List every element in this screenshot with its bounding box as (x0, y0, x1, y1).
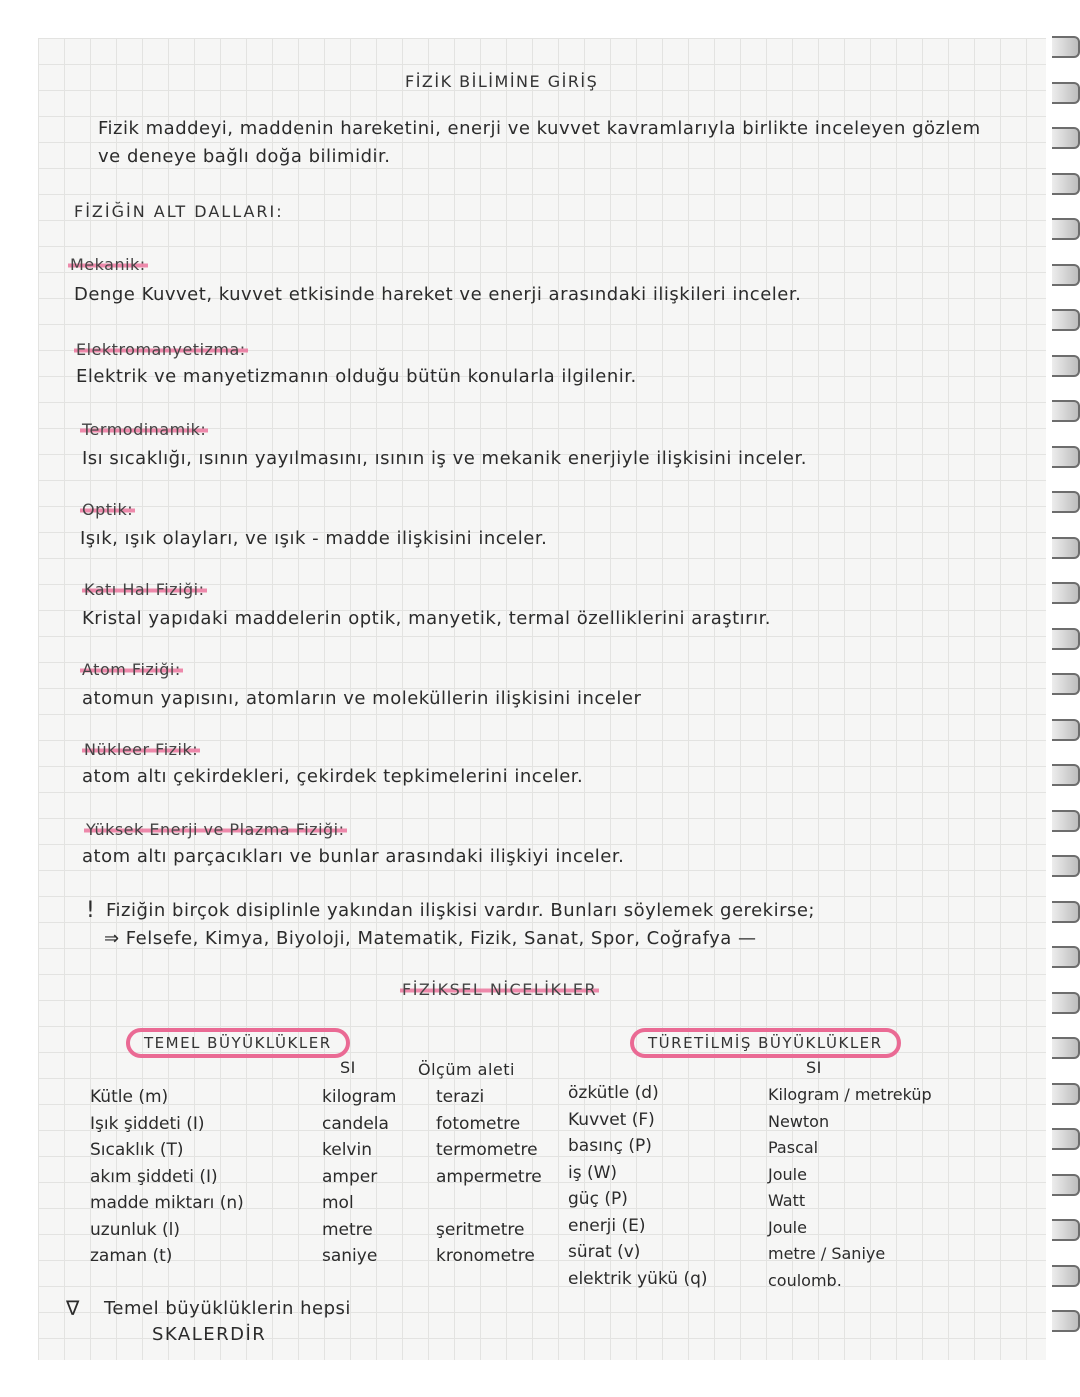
basic-quantity-tool: kronometre (436, 1246, 535, 1266)
binding-ring (1052, 446, 1080, 468)
binding-ring (1052, 1174, 1080, 1196)
binding-ring (1052, 764, 1080, 786)
binding-ring (1052, 992, 1080, 1014)
binding-ring (1052, 1083, 1080, 1105)
subfield-name: Optik: (82, 500, 134, 519)
subfield-name: Katı Hal Fiziği: (84, 580, 205, 599)
quantities-heading: FİZİKSEL NİCELİKLER (402, 980, 598, 999)
derived-quantity-si-unit: Pascal (768, 1138, 819, 1157)
basic-quantity-name: uzunluk (l) (90, 1219, 180, 1240)
derived-quantity-name: enerji (E) (568, 1215, 646, 1236)
basic-quantity-si-unit: candela (322, 1113, 389, 1134)
subfield-desc: Işık, ışık olayları, ve ışık - madde ilişkisini inceler. (80, 528, 548, 549)
derived-quantity-si-unit: Kilogram / metreküp (768, 1085, 932, 1104)
basic-quantity-name: akım şiddeti (I) (90, 1166, 218, 1187)
subfield-desc: atomun yapısını, atomların ve moleküllerin ilişkisini inceler (82, 688, 642, 709)
derived-quantity-name: özkütle (d) (568, 1083, 659, 1103)
intro-line-1: Fizik maddeyi, maddenin hareketini, enerji ve kuvvet kavramlarıyla birlikte inceleyen gözlem (98, 118, 981, 139)
binding-ring (1052, 355, 1080, 377)
basic-si-header: SI (340, 1058, 356, 1077)
subfield-name: Nükleer Fizik: (84, 740, 199, 759)
footer-line-1: Temel büyüklüklerin hepsi (104, 1298, 351, 1319)
binding-ring (1052, 719, 1080, 741)
basic-names-column (90, 1084, 244, 1270)
derived-units-column (768, 1082, 932, 1294)
basic-tools-column (436, 1084, 542, 1270)
binding-ring (1052, 400, 1080, 422)
footer-line-2: SKALERDİR (152, 1324, 267, 1345)
basic-quantity-si-unit: saniye (322, 1246, 378, 1266)
basic-quantity-name: zaman (t) (90, 1246, 173, 1266)
basic-quantity-si-unit: kilogram (322, 1087, 397, 1107)
binding-ring (1052, 855, 1080, 877)
derived-si-header: SI (806, 1058, 822, 1077)
derived-quantity-si-unit: Watt (768, 1191, 806, 1210)
binding-ring (1052, 1310, 1080, 1332)
page-title: FİZİK BİLİMİNE GİRİŞ (405, 72, 599, 91)
derived-quantity-si-unit: coulomb. (768, 1270, 842, 1290)
derived-quantity-name: güç (P) (568, 1189, 628, 1209)
basic-quantity-tool: termometre (436, 1140, 538, 1160)
binding-ring (1052, 82, 1080, 104)
derived-quantity-si-unit: Joule (768, 1217, 807, 1237)
note-line-1: Fiziğin birçok disiplinle yakından ilişkisi vardır. Bunları söylemek gerekirse; (106, 900, 815, 921)
note-mark: ! (86, 898, 96, 923)
derived-quantity-name: elektrik yükü (q) (568, 1268, 708, 1289)
derived-quantities-heading: TÜRETİLMİŞ BÜYÜKLÜKLER (630, 1028, 901, 1058)
derived-quantity-name: sürat (v) (568, 1242, 641, 1262)
subfield-name: Elektromanyetizma: (76, 340, 246, 359)
derived-quantity-si-unit: Newton (768, 1111, 830, 1131)
subfield-desc: Isı sıcaklığı, ısının yayılmasını, ısının iş ve mekanik enerjiyle ilişkisini inceler. (82, 448, 807, 469)
derived-quantity-si-unit: metre / Saniye (768, 1244, 886, 1263)
spiral-binding (1046, 36, 1080, 1366)
basic-quantity-tool: terazi (436, 1087, 485, 1107)
subfields-heading: FİZİĞİN ALT DALLARI: (74, 202, 284, 221)
binding-ring (1052, 264, 1080, 286)
subfield-name: Yüksek Enerji ve Plazma Fiziği: (86, 820, 345, 839)
basic-quantity-si-unit: metre (322, 1219, 373, 1240)
derived-quantity-name: basınç (P) (568, 1136, 652, 1156)
binding-ring (1052, 582, 1080, 604)
binding-ring (1052, 1128, 1080, 1150)
subfield-desc: atom altı parçacıkları ve bunlar arasındaki ilişkiyi inceler. (82, 846, 625, 867)
basic-quantity-si-unit: kelvin (322, 1140, 372, 1160)
subfield-desc: Denge Kuvvet, kuvvet etkisinde hareket ve enerji arasındaki ilişkileri inceler. (74, 284, 802, 305)
basic-quantity-tool: şeritmetre (436, 1219, 525, 1240)
basic-quantity-si-unit: mol (322, 1193, 354, 1213)
derived-quantity-si-unit: Joule (768, 1164, 807, 1184)
basic-units-column (322, 1084, 396, 1270)
subfield-desc: Kristal yapıdaki maddelerin optik, manyetik, termal özelliklerini araştırır. (82, 608, 772, 629)
basic-quantity-si-unit: amper (322, 1166, 378, 1187)
subfield-desc: Elektrik ve manyetizmanın olduğu bütün konularla ilgilenir. (76, 366, 637, 387)
binding-ring (1052, 1219, 1080, 1241)
binding-ring (1052, 127, 1080, 149)
binding-ring (1052, 946, 1080, 968)
note-line-2: ⇒ Felsefe, Kimya, Biyoloji, Matematik, Fizik, Sanat, Spor, Coğrafya — (104, 928, 757, 949)
binding-ring (1052, 1265, 1080, 1287)
binding-ring (1052, 218, 1080, 240)
basic-quantity-tool: ampermetre (436, 1166, 542, 1187)
basic-quantities-heading: TEMEL BÜYÜKLÜKLER (126, 1028, 350, 1058)
binding-ring (1052, 537, 1080, 559)
basic-quantity-name: Sıcaklık (T) (90, 1140, 184, 1160)
binding-ring (1052, 810, 1080, 832)
basic-quantity-name: Işık şiddeti (I) (90, 1113, 205, 1134)
footer-mark: ∇ (66, 1296, 80, 1320)
derived-names-column (568, 1080, 708, 1292)
binding-ring (1052, 36, 1080, 58)
binding-ring (1052, 309, 1080, 331)
tool-header: Ölçüm aleti (418, 1060, 515, 1079)
intro-line-2: ve deneye bağlı doğa bilimidir. (98, 146, 391, 167)
derived-quantity-name: iş (W) (568, 1162, 618, 1183)
binding-ring (1052, 628, 1080, 650)
binding-ring (1052, 491, 1080, 513)
binding-ring (1052, 1037, 1080, 1059)
basic-quantity-tool (436, 1190, 542, 1217)
subfield-name: Termodinamik: (82, 420, 207, 439)
derived-quantity-name: Kuvvet (F) (568, 1109, 655, 1130)
subfield-name: Atom Fiziği: (82, 660, 181, 679)
basic-quantity-name: madde miktarı (n) (90, 1193, 244, 1213)
binding-ring (1052, 173, 1080, 195)
binding-ring (1052, 901, 1080, 923)
basic-quantity-tool: fotometre (436, 1113, 521, 1134)
basic-quantity-name: Kütle (m) (90, 1087, 169, 1107)
subfield-name: Mekanik: (70, 255, 146, 274)
binding-ring (1052, 673, 1080, 695)
subfield-desc: atom altı çekirdekleri, çekirdek tepkimelerini inceler. (82, 766, 584, 787)
